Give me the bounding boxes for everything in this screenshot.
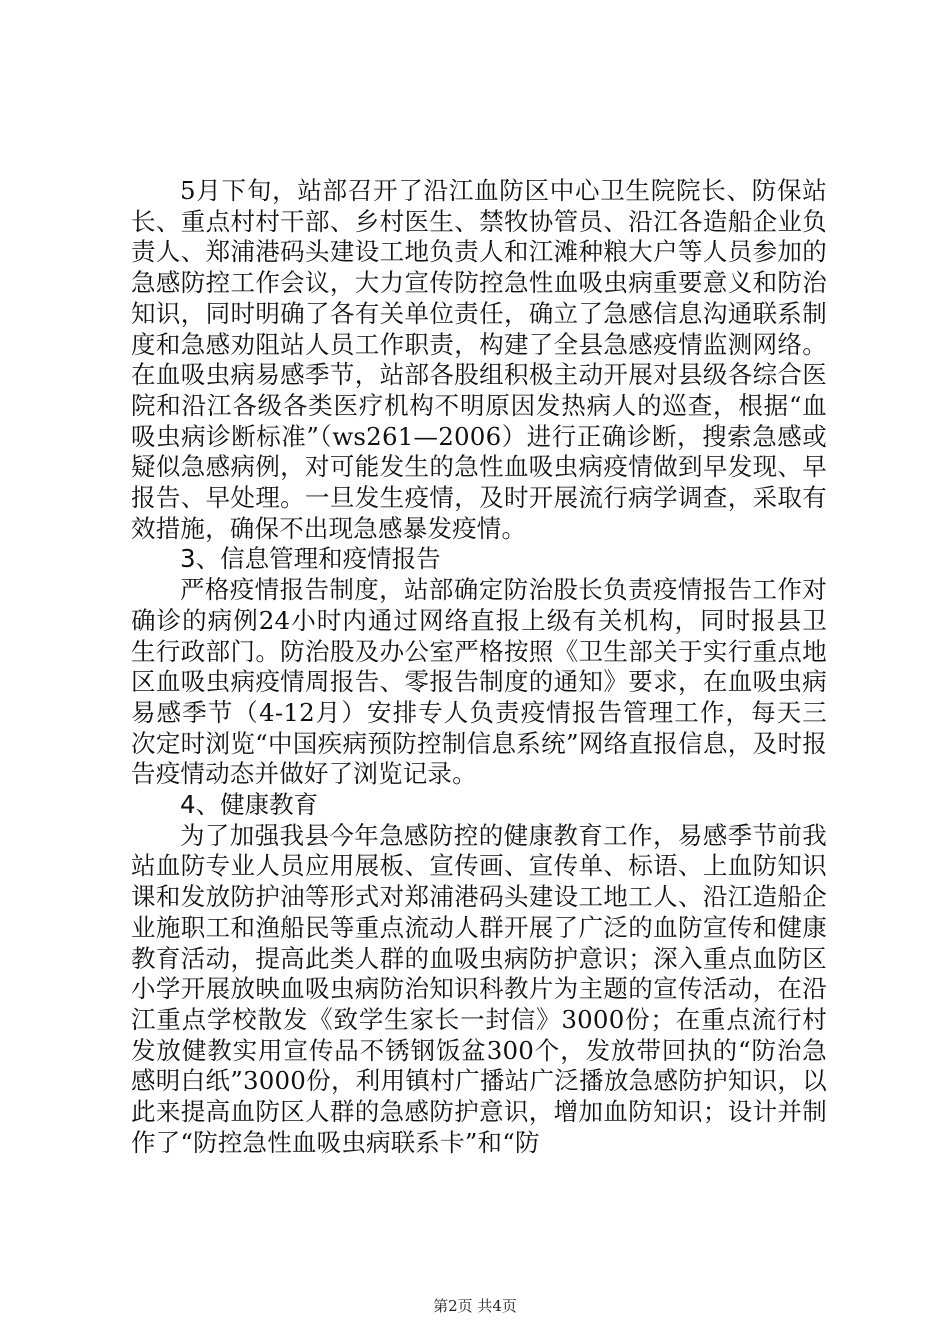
- paragraph-epidemic-reporting: 严格疫情报告制度，站部确定防治股长负责疫情报告工作对确诊的病例24小时内通过网络直报上级有关机构，同时报县卫生行政部门。防治股及办公室严格按照《卫生部关于实行重点地区血吸虫病疫情周报告、零报告制度的通知》要求，在血吸虫病易感季节（4-12月）安排专人负责疫情报告管理工作，每天三次定时浏览“中国疾病预防控制信息系统”网络直报信息，及时报告疫情动态并做好了浏览记录。: [131, 575, 827, 789]
- page-number-footer: 第2页 共4页: [433, 1297, 517, 1315]
- paragraph-acute-infection-control: 5月下旬，站部召开了沿江血防区中心卫生院院长、防保站长、重点村村干部、乡村医生、禁牧协管员、沿江各造船企业负责人、郑浦港码头建设工地负责人和江滩种粮大户等人员参加的急感防控工作会议，大力宣传防控急性血吸虫病重要意义和防治知识，同时明确了各有关单位责任，确立了急感信息沟通联系制度和急感劝阻站人员工作职责，构建了全县急感疫情监测网络。在血吸虫病易感季节，站部各股组积极主动开展对县级各综合医院和沿江各级各类医疗机构不明原因发热病人的巡查，根据“血吸虫病诊断标准”（ws261—2006）进行正确诊断，搜索急感或疑似急感病例，对可能发生的急性血吸虫病疫情做到早发现、早报告、早处理。一旦发生疫情，及时开展流行病学调查，采取有效措施，确保不出现急感暴发疫情。: [131, 176, 827, 543]
- paragraph-health-education: 为了加强我县今年急感防控的健康教育工作，易感季节前我站血防专业人员应用展板、宣传画、宣传单、标语、上血防知识课和发放防护油等形式对郑浦港码头建设工地工人、沿江造船企业施职工和渔船民等重点流动人群开展了广泛的血防宣传和健康教育活动，提高此类人群的血吸虫病防护意识；深入重点血防区小学开展放映血吸虫病防治知识科教片为主题的宣传活动，在沿江重点学校散发《致学生家长一封信》3000份；在重点流行村发放健教实用宣传品不锈钢饭盆300个，发放带回执的“防治急感明白纸”3000份，利用镇村广播站广泛播放急感防护知识，以此来提高血防区人群的急感防护意识，增加血防知识；设计并制作了“防控急性血吸虫病联系卡”和“防: [131, 820, 827, 1157]
- section-heading-info-management: 3、信息管理和疫情报告: [180, 544, 441, 574]
- document-body: [131, 176, 827, 1159]
- section-heading-health-education: 4、健康教育: [180, 790, 319, 820]
